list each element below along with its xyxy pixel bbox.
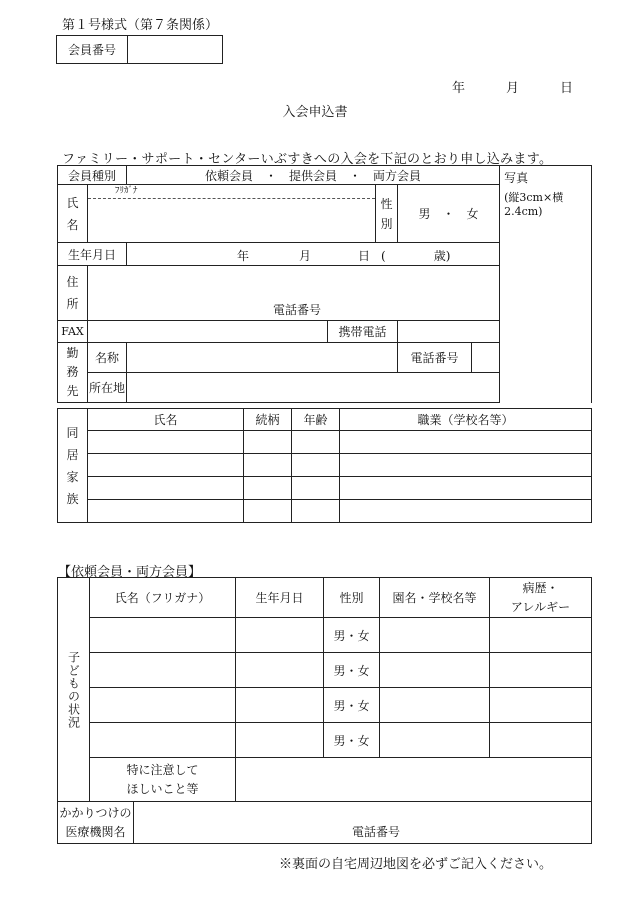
family-row-job[interactable] bbox=[340, 500, 592, 523]
family-row-relation[interactable] bbox=[244, 500, 292, 523]
work-addr-label: 所在地 bbox=[88, 373, 127, 403]
family-header-name: 氏名 bbox=[88, 409, 244, 431]
birth-label: 生年月日 bbox=[58, 243, 127, 266]
family-row-job[interactable] bbox=[340, 454, 592, 477]
family-row-age[interactable] bbox=[292, 454, 340, 477]
child-header-name: 氏名（フリガナ） bbox=[90, 578, 236, 618]
family-row-name[interactable] bbox=[88, 477, 244, 500]
child-notes-field[interactable] bbox=[236, 758, 592, 802]
child-row-name[interactable] bbox=[90, 723, 236, 758]
child-section-title: 【依頼会員・両方会員】 bbox=[58, 565, 202, 580]
child-row-allergy[interactable] bbox=[490, 618, 592, 653]
child-header-allergy: 病歴・ アレルギー bbox=[490, 578, 592, 618]
family-row-name[interactable] bbox=[88, 454, 244, 477]
child-row-sex[interactable]: 男・女 bbox=[324, 688, 380, 723]
clinic-phone-label: 電話番号 bbox=[352, 825, 401, 839]
family-row-relation[interactable] bbox=[244, 454, 292, 477]
member-number-label: 会員番号 bbox=[57, 36, 128, 64]
mobile-label: 携帯電話 bbox=[328, 321, 398, 343]
name-field[interactable] bbox=[88, 185, 376, 243]
work-phone-label: 電話番号 bbox=[398, 343, 472, 373]
family-header-relation: 続柄 bbox=[244, 409, 292, 431]
family-label: 同 居 家 族 bbox=[58, 409, 88, 523]
phone-label: 電話番号 bbox=[273, 303, 322, 317]
style-number: 第１号様式（第７条関係） bbox=[62, 18, 219, 33]
child-row-sex[interactable]: 男・女 bbox=[324, 653, 380, 688]
family-row-age[interactable] bbox=[292, 431, 340, 454]
photo-size: (縦3cm×横2.4cm) bbox=[504, 191, 564, 218]
furigana-label: ﾌﾘｶﾞﾅ bbox=[88, 185, 375, 199]
family-row-age[interactable] bbox=[292, 477, 340, 500]
family-row-name[interactable] bbox=[88, 431, 244, 454]
child-row-allergy[interactable] bbox=[490, 688, 592, 723]
photo-label: 写真 bbox=[504, 171, 529, 185]
child-table bbox=[57, 577, 592, 844]
form-title: 入会申込書 bbox=[282, 105, 348, 120]
child-row-school[interactable] bbox=[380, 653, 490, 688]
workplace-label: 勤 務 先 bbox=[58, 343, 88, 403]
member-number-field[interactable] bbox=[128, 36, 223, 64]
work-name-field[interactable] bbox=[127, 343, 398, 373]
member-type-options[interactable]: 依頼会員 ・ 提供会員 ・ 両方会員 bbox=[127, 166, 500, 185]
child-row-allergy[interactable] bbox=[490, 723, 592, 758]
child-row-name[interactable] bbox=[90, 653, 236, 688]
family-row-name[interactable] bbox=[88, 500, 244, 523]
mobile-field[interactable] bbox=[398, 321, 500, 343]
fax-label: FAX bbox=[58, 321, 88, 343]
child-row-name[interactable] bbox=[90, 618, 236, 653]
fax-field[interactable] bbox=[88, 321, 328, 343]
family-row-relation[interactable] bbox=[244, 477, 292, 500]
date-day: 日 bbox=[560, 81, 574, 96]
child-row-school[interactable] bbox=[380, 618, 490, 653]
clinic-label: かかりつけの 医療機関名 bbox=[58, 802, 134, 844]
address-field[interactable] bbox=[88, 266, 500, 321]
intro-text: ファミリー・サポート・センターいぶすきへの入会を下記のとおり申し込みます。 bbox=[62, 152, 553, 167]
family-row-job[interactable] bbox=[340, 477, 592, 500]
child-row-birth[interactable] bbox=[236, 618, 324, 653]
child-row-birth[interactable] bbox=[236, 688, 324, 723]
footer-note: ※裏面の自宅周辺地図を必ずご記入ください。 bbox=[279, 857, 553, 872]
work-name-label: 名称 bbox=[88, 343, 127, 373]
child-row-sex[interactable]: 男・女 bbox=[324, 723, 380, 758]
child-notes-label: 特に注意して ほしいこと等 bbox=[90, 758, 236, 802]
work-addr-field[interactable] bbox=[127, 373, 500, 403]
family-row-relation[interactable] bbox=[244, 431, 292, 454]
photo-box bbox=[500, 166, 592, 403]
member-type-label: 会員種別 bbox=[58, 166, 127, 185]
sex-label: 性 別 bbox=[376, 185, 398, 243]
applicant-table bbox=[57, 165, 592, 403]
family-header-age: 年齢 bbox=[292, 409, 340, 431]
child-side-label: 子どもの状況 bbox=[58, 578, 90, 802]
family-table bbox=[57, 408, 592, 523]
date-year: 年 bbox=[452, 81, 466, 96]
clinic-field[interactable] bbox=[134, 802, 592, 844]
family-row-job[interactable] bbox=[340, 431, 592, 454]
child-header-birth: 生年月日 bbox=[236, 578, 324, 618]
child-row-allergy[interactable] bbox=[490, 653, 592, 688]
family-header-job: 職業（学校名等） bbox=[340, 409, 592, 431]
date-month: 月 bbox=[506, 81, 520, 96]
child-row-name[interactable] bbox=[90, 688, 236, 723]
child-row-school[interactable] bbox=[380, 688, 490, 723]
address-label: 住 所 bbox=[58, 266, 88, 321]
child-row-school[interactable] bbox=[380, 723, 490, 758]
sex-options[interactable]: 男 ・ 女 bbox=[398, 185, 500, 243]
name-label: 氏 名 bbox=[58, 185, 88, 243]
child-row-birth[interactable] bbox=[236, 723, 324, 758]
child-row-birth[interactable] bbox=[236, 653, 324, 688]
work-phone-field[interactable] bbox=[472, 343, 500, 373]
member-number-box bbox=[56, 35, 223, 64]
family-row-age[interactable] bbox=[292, 500, 340, 523]
child-header-school: 園名・学校名等 bbox=[380, 578, 490, 618]
birth-field[interactable]: 年 月 日 ( 歳) bbox=[127, 243, 500, 266]
child-row-sex[interactable]: 男・女 bbox=[324, 618, 380, 653]
child-header-sex: 性別 bbox=[324, 578, 380, 618]
